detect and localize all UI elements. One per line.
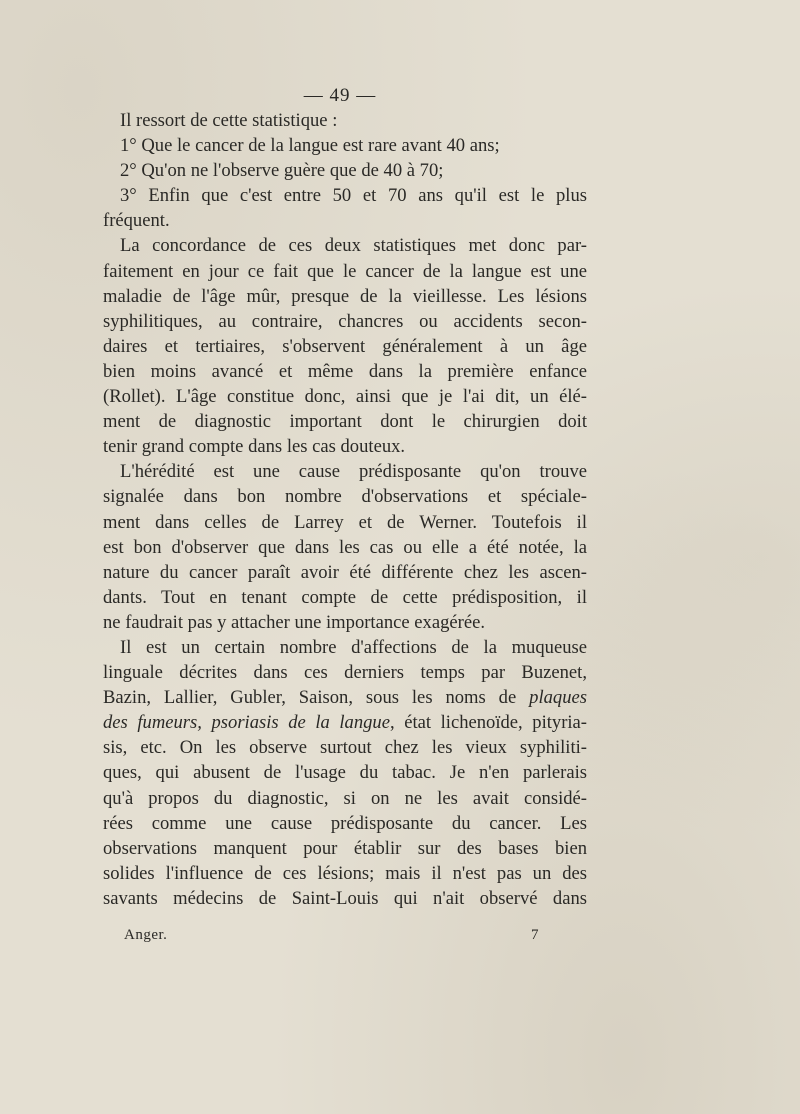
- text-line: daires et tertiaires, s'observent généralement à un âge: [103, 335, 587, 357]
- text-line: L'hérédité est une cause prédisposante qu'on trouve: [120, 461, 587, 483]
- text-line: 3° Enfin que c'est entre 50 et 70 ans qu'il est le plus: [120, 185, 587, 207]
- text-line: dants. Tout en tenant compte de cette prédisposition, il: [103, 586, 587, 608]
- text-line: maladie de l'âge mûr, presque de la vieillesse. Les lésions: [103, 285, 587, 307]
- italic-segment: plaques: [529, 687, 587, 709]
- page-number: — 49 —: [303, 85, 377, 106]
- text-line: ne faudrait pas y attacher une importance exagérée.: [103, 611, 485, 633]
- text-line: ment dans celles de Larrey et de Werner. Toutefois il: [103, 511, 587, 533]
- text-line: Il est un certain nombre d'affections de la muqueuse: [120, 636, 587, 658]
- text-line: ques, qui abusent de l'usage du tabac. Je n'en parlerais: [103, 762, 587, 784]
- text-line: qu'à propos du diagnostic, si on ne les avait considé-: [103, 787, 587, 809]
- text-line: [103, 710, 587, 735]
- text-line: bien moins avancé et même dans la première enfance: [103, 360, 587, 382]
- text-line: faitement en jour ce fait que le cancer de la langue est une: [103, 260, 587, 282]
- text-line: 1° Que le cancer de la langue est rare avant 40 ans;: [120, 135, 500, 157]
- text-line: sis, etc. On les observe surtout chez les vieux syphiliti-: [103, 737, 587, 759]
- text-line: (Rollet). L'âge constitue donc, ainsi que je l'ai dit, un élé-: [103, 386, 587, 408]
- body-text: [103, 108, 587, 911]
- text-line: est bon d'observer que dans les cas ou elle a été notée, la: [103, 536, 587, 558]
- text-line: observations manquent pour établir sur des bases bien: [103, 837, 587, 859]
- text-line: syphilitiques, au contraire, chancres ou accidents secon-: [103, 310, 587, 332]
- text-segment: Bazin, Lallier, Gubler, Saison, sous les noms de: [103, 687, 517, 709]
- text-line: La concordance de ces deux statistiques met donc par-: [120, 235, 587, 257]
- text-line: savants médecins de Saint-Louis qui n'ait observé dans: [103, 887, 587, 909]
- text-line: Il ressort de cette statistique :: [120, 110, 338, 131]
- text-line: fréquent.: [103, 210, 170, 232]
- text-line: ment de diagnostic important dont le chirurgien doit: [103, 411, 587, 433]
- text-line: linguale décrites dans ces derniers temps par Buzenet,: [103, 662, 587, 684]
- text-segment: , état lichenoïde, pityria-: [389, 712, 587, 734]
- text-line: nature du cancer paraît avoir été différente chez les ascen-: [103, 561, 587, 583]
- text-line: tenir grand compte dans les cas douteux.: [103, 436, 406, 458]
- text-line: rées comme une cause prédisposante du cancer. Les: [103, 812, 587, 834]
- signature-mark: Anger.: [124, 927, 168, 943]
- text-line: signalée dans bon nombre d'observations et spéciale-: [103, 486, 587, 508]
- text-line: 2° Qu'on ne l'observe guère que de 40 à 70;: [120, 160, 444, 182]
- italic-segment: des fumeurs, psoriasis de la langue: [103, 712, 390, 734]
- text-line: solides l'influence de ces lésions; mais il n'est pas un des: [103, 862, 587, 884]
- sheet-number: 7: [531, 927, 539, 943]
- text-line: [103, 685, 587, 710]
